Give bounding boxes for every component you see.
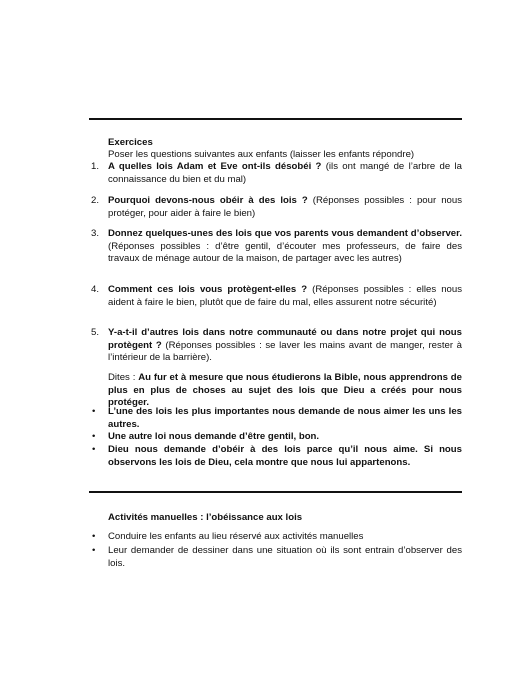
question-2 [108,195,462,220]
list-item: Leur demander de dessiner dans une situation où ils sont entrain d’observer des lois. [108,545,462,569]
question-number: 3. [91,228,100,239]
question-bold: Donnez quelques-unes des lois que vos parents vous demandent d’observer. [108,228,462,239]
list-item: Dieu nous demande d’obéir à des lois parce qu’il nous aime. Si nous observons les lois de Dieu, cela montre que nous lui appartenons. [108,444,462,468]
question-number: 5. [91,327,100,338]
bullet-icon: • [92,545,96,556]
question-number: 1. [91,161,100,172]
list-item: Une autre loi nous demande d’être gentil, bon. [108,431,320,442]
question-answer: (Réponses possibles : d’être gentil, d’écouter mes professeurs, de faire des travaux de ménage autour de la maison, de partager avec les autres) [108,240,462,265]
list-item: L’une des lois les plus importantes nous demande de nous aimer les uns les autres. [108,406,462,430]
question-3 [108,228,462,266]
question-answer: (Réponses possibles : elles nous aident à faire le bien, plutôt que de faire du mal, elles assurent notre sécurité) [108,284,463,308]
exercises-intro: Poser les questions suivantes aux enfants (laisser les enfants répondre) [108,149,415,160]
section-divider [89,491,462,493]
question-number: 4. [91,284,100,295]
dites-text: Au fur et à mesure que nous étudierons la Bible, nous apprendrons de plus en plus de choses au sujet des lois que Dieu a créés pour nous protéger. [108,372,462,409]
bullet-icon: • [92,444,96,455]
question-4 [108,284,462,309]
question-bold: Comment ces lois vous protègent-elles ? [108,284,308,295]
top-divider [89,118,462,120]
dites-label: Dites : [108,372,139,383]
question-answer: (Réponses possibles : pour nous protéger, pour aider à faire le bien) [108,195,463,219]
dites-paragraph [108,372,462,410]
question-1 [108,161,462,186]
question-5 [108,327,462,365]
bullet-icon: • [92,431,96,442]
question-answer: (Réponses possibles : se laver les mains avant de manger, rester à l’intérieur de la barrière). [108,339,462,364]
exercises-heading: Exercices [108,137,153,148]
question-number: 2. [91,195,100,206]
question-answer: (ils ont mangé de l’arbre de la connaissance du bien et du mal) [108,161,462,185]
list-item: Conduire les enfants au lieu réservé aux activités manuelles [108,531,364,542]
bullet-icon: • [92,406,96,417]
bullet-icon: • [92,531,96,542]
question-bold: A quelles lois Adam et Eve ont-ils désobéi ? [108,161,322,172]
question-bold: Pourquoi devons-nous obéir à des lois ? [108,195,308,206]
question-bold: Y-a-t-il d’autres lois dans notre communauté ou dans notre projet qui nous protègent ? [108,327,462,351]
manual-heading: Activités manuelles : l’obéissance aux lois [108,512,303,523]
